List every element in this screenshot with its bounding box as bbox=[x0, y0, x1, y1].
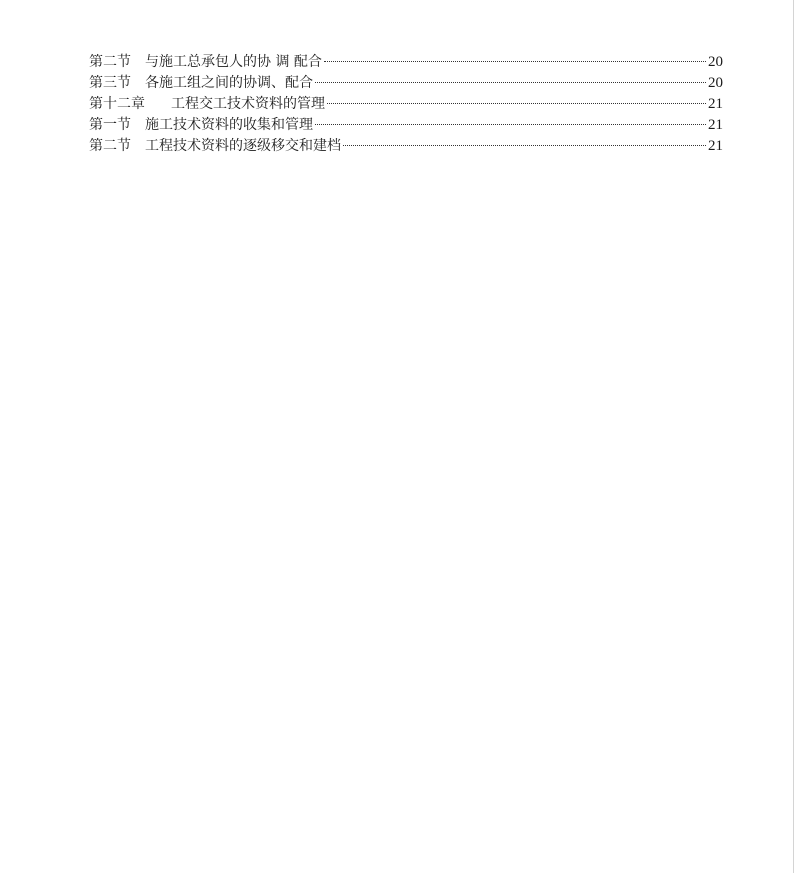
toc-entry-page: 21 bbox=[708, 96, 723, 112]
toc-entry-number: 第二节 bbox=[89, 54, 131, 70]
toc-entry-number: 第一节 bbox=[89, 117, 131, 133]
toc-entry[interactable] bbox=[89, 136, 723, 157]
toc-entry-title: 工程交工技术资料的管理 bbox=[171, 96, 325, 112]
toc-dot-leader bbox=[324, 61, 706, 62]
toc-entry-page: 20 bbox=[708, 75, 723, 91]
table-of-contents bbox=[89, 52, 723, 157]
toc-entry-number: 第十二章 bbox=[89, 96, 145, 112]
toc-entry-number: 第二节 bbox=[89, 138, 131, 154]
toc-entry-title: 施工技术资料的收集和管理 bbox=[145, 117, 313, 133]
toc-entry-title: 与施工总承包人的协 调 配合 bbox=[145, 54, 322, 70]
toc-entry-title: 工程技术资料的逐级移交和建档 bbox=[145, 138, 341, 154]
toc-entry-number: 第三节 bbox=[89, 75, 131, 91]
toc-entry-title: 各施工组之间的协调、配合 bbox=[145, 75, 313, 91]
toc-entry-page: 21 bbox=[708, 117, 723, 133]
toc-dot-leader bbox=[315, 82, 706, 83]
toc-entry[interactable] bbox=[89, 115, 723, 136]
toc-dot-leader bbox=[315, 124, 706, 125]
toc-dot-leader bbox=[327, 103, 706, 104]
toc-entry[interactable] bbox=[89, 52, 723, 73]
toc-dot-leader bbox=[343, 145, 706, 146]
toc-entry[interactable] bbox=[89, 94, 723, 115]
toc-entry-page: 20 bbox=[708, 54, 723, 70]
toc-entry[interactable] bbox=[89, 73, 723, 94]
toc-entry-page: 21 bbox=[708, 138, 723, 154]
